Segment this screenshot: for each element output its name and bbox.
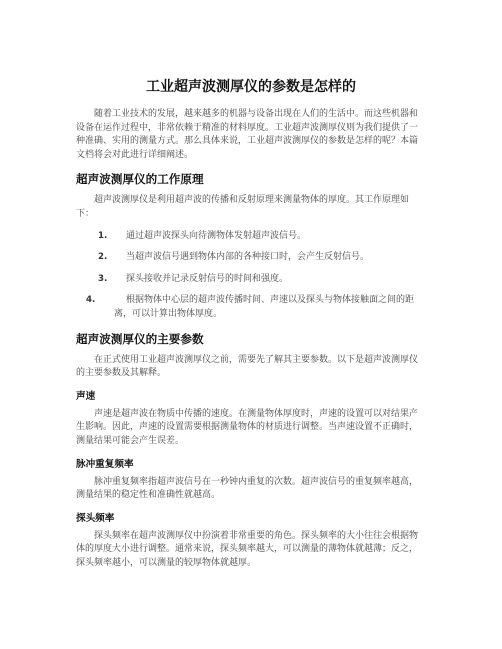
param-text-pulse-repetition: 脉冲重复频率指超声波信号在一秒钟内重复的次数。超声波信号的重复频率越高，测量结果的稳定性和准确性就越高。	[76, 476, 419, 501]
list-item-text: 通过超声波探头向待测物体发射超声波信号。	[126, 230, 307, 241]
list-item	[76, 294, 426, 321]
section-heading-main-parameters: 超声波测厚仪的主要参数	[76, 331, 204, 346]
param-heading-probe-frequency: 探头频率	[76, 512, 115, 524]
list-item-text: 探头接收并记录反射信号的时间和强度。	[126, 273, 289, 284]
list-item-number: 2.	[98, 252, 108, 263]
section-heading-working-principle: 超声波测厚仪的工作原理	[76, 172, 204, 187]
list-item-number: 1.	[98, 230, 108, 241]
param-heading-pulse-repetition: 脉冲重复频率	[76, 458, 134, 470]
param-text-sound-speed: 声速是超声波在物质中传播的速度。在测量物体厚度时，声速的设置可以对结果产生影响。因此，声速的设置需要根据测量物体的材质进行调整。当声速设置不正确时，测量结果可能会产生误差。	[76, 408, 419, 446]
param-heading-sound-speed: 声速	[76, 390, 96, 402]
list-item-text: 当超声波信号遇到物体内部的各种接口时，会产生反射信号。	[126, 252, 370, 263]
working-principle-paragraph: 超声波测厚仪是利用超声波的传播和反射原理来测量物体的厚度。其工作原理如下：	[76, 195, 410, 219]
list-item-number: 3.	[98, 273, 108, 284]
list-item	[76, 251, 426, 265]
param-text-probe-frequency: 探头频率在超声波测厚仪中扮演着非常重要的角色。探头频率的大小往往会根据物体的厚度大小进行调整。通常来说，探头频率越大，可以测量的薄物体就越薄；反之，探头频率越小，可以测量的较厚物体就越厚。	[76, 530, 419, 568]
intro-paragraph: 随着工业技术的发展，越来越多的机器与设备出现在人们的生活中。而这些机器和设备在运作过程中，非常依赖于精准的材料厚度。工业超声波测厚仪则为我们提供了一种准确、实用的测量方式。那么具体来说，工业超声波测厚仪的参数是怎样的呢？本篇文档将会对此进行详细阐述。	[76, 109, 419, 160]
list-item-text: 根据物体中心层的超声波传播时间、声速以及探头与物体接触面之间的距离，可以计算出物体厚度。	[114, 295, 415, 319]
working-principle-steps	[76, 230, 426, 322]
list-item-number: 4.	[86, 295, 96, 306]
list-item	[76, 273, 426, 287]
document-title: 工业超声波测厚仪的参数是怎样的	[146, 79, 356, 95]
main-parameters-paragraph: 在正式使用工业超声波测厚仪之前，需要先了解其主要参数。以下是超声波测厚仪的主要参数及其解释。	[76, 354, 419, 379]
list-item	[76, 230, 426, 244]
